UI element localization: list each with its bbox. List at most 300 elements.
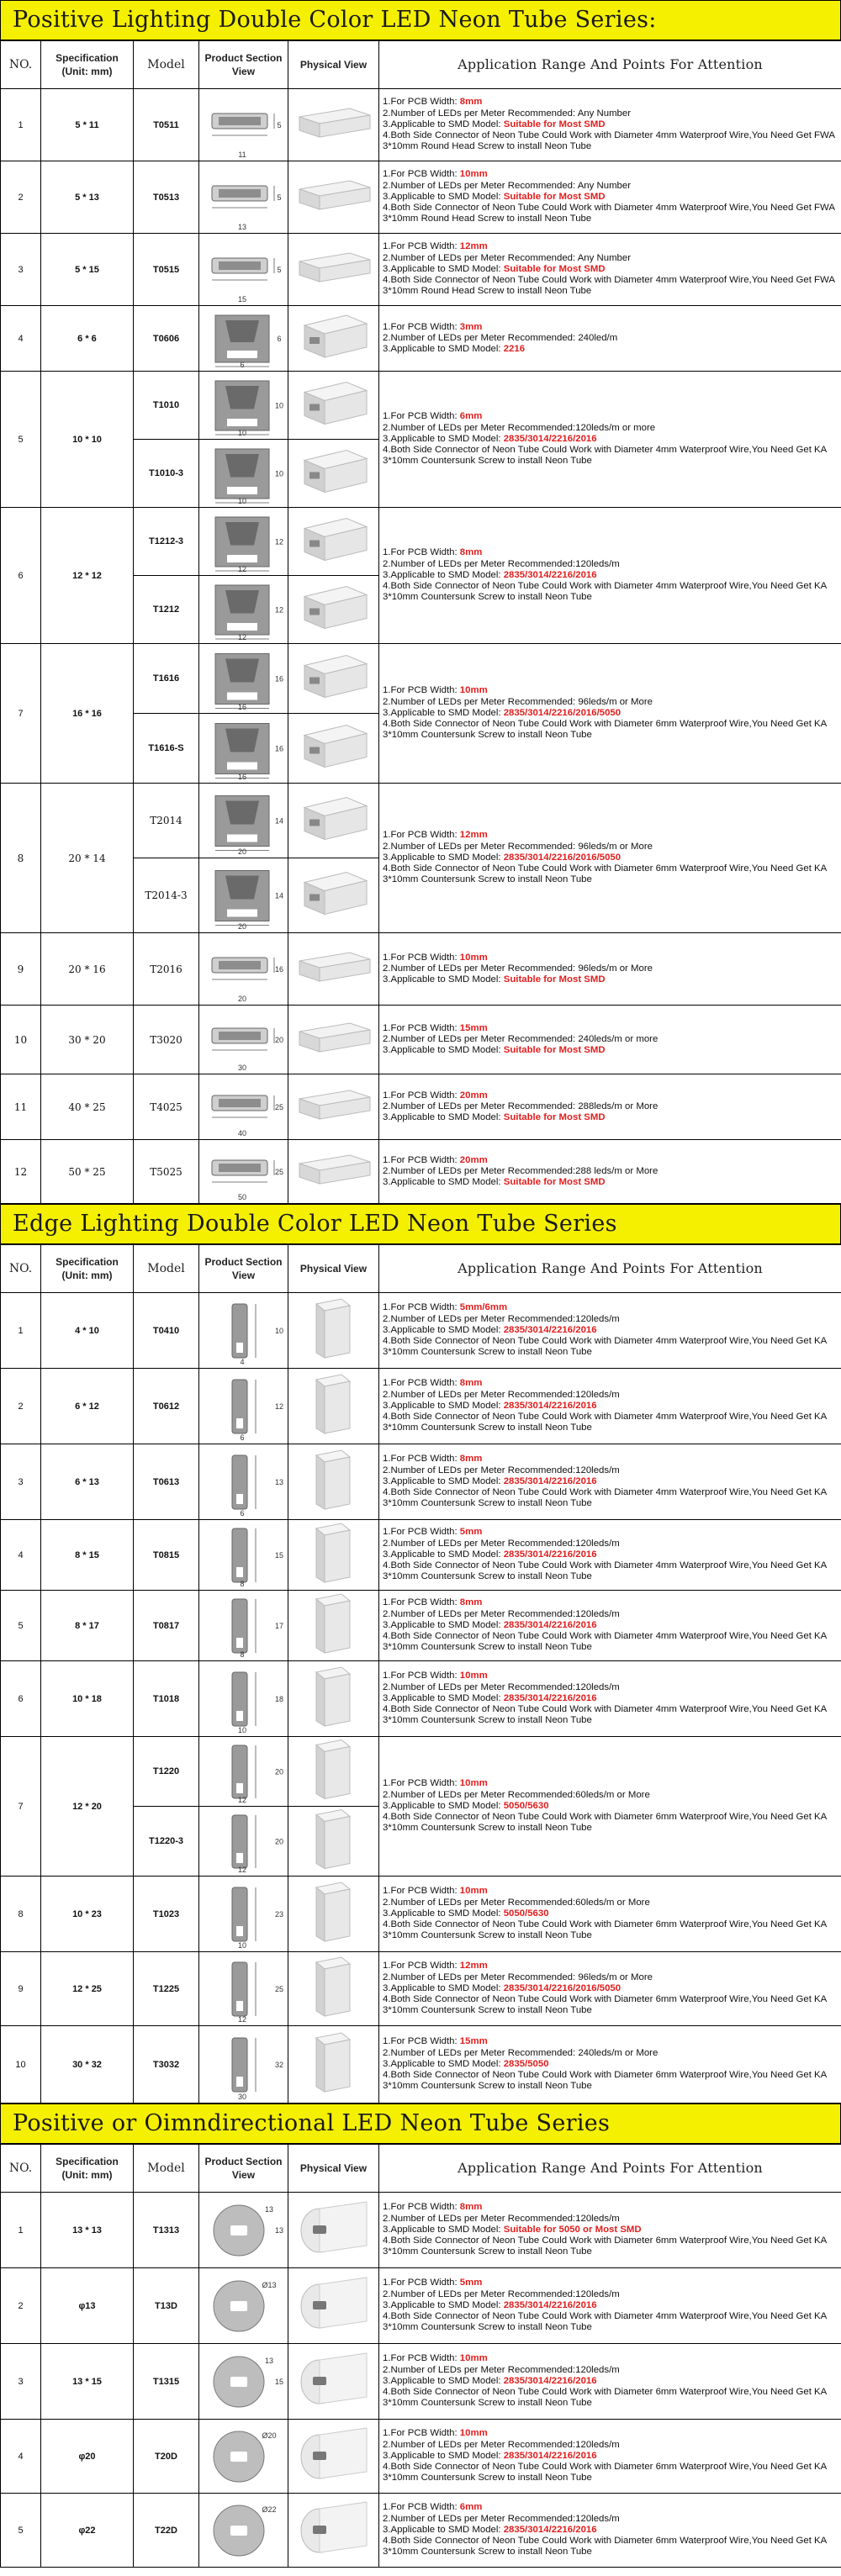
row-number: 6 [1, 1661, 41, 1737]
physical-view-cell [288, 644, 379, 714]
application-text: 4.Both Side Connector of Neon Tube Could Work with Diameter 6mm Waterproof Wire,You Need Get KA 3*10mm Countersunk Screw to install Neon Tube [383, 2236, 827, 2257]
application-line [383, 1620, 838, 1631]
section-title: Positive Lighting Double Color LED Neon Tube Series: [0, 0, 841, 40]
specification-cell: 10 * 10 [41, 372, 134, 508]
application-text: 1.For PCB Width: [383, 2278, 460, 2288]
section-dim-width: 8 [239, 1650, 245, 1659]
application-highlight: 10mm [459, 2428, 488, 2439]
section-dim-height: 15 [274, 1550, 283, 1560]
application-text: 3.Applicable to SMD Model: [383, 2224, 504, 2235]
section-drawing [202, 1954, 286, 2024]
application-text: 1.For PCB Width: [383, 952, 460, 963]
section-view-cell [199, 2420, 288, 2494]
specification-cell: 12 * 25 [41, 1952, 134, 2026]
row-number: 2 [1, 161, 41, 234]
application-text: 4.Both Side Connector of Neon Tube Could Work with Diameter 6mm Waterproof Wire,You Need Get KA 3*10mm Countersunk Screw to install Neon Tube [383, 2387, 827, 2409]
application-line [383, 2214, 838, 2225]
no-header: NO. [1, 1245, 41, 1293]
application-text: 3.Applicable to SMD Model: [383, 344, 504, 355]
section-dim-height: 23 [274, 1909, 283, 1919]
application-text: 3.Applicable to SMD Model: [383, 1982, 504, 1993]
section-dim-height: 20 [274, 1767, 283, 1776]
application-text: 4.Both Side Connector of Neon Tube Could Work with Diameter 4mm Waterproof Wire,You Need Get KA 3*10mm Countersunk Screw to install Neon Tube [383, 1412, 827, 1433]
model-cell: T1010 [134, 372, 199, 440]
table-row [1, 1293, 841, 1369]
application-cell [379, 89, 841, 161]
specification-cell: 20 * 14 [41, 784, 134, 933]
application-line [383, 2311, 838, 2333]
application-line [383, 2036, 838, 2047]
application-line [383, 1994, 838, 2016]
application-text: 4.Both Side Connector of Neon Tube Could Work with Diameter 4mm Waterproof Wire,You Need Get KA 3*10mm Countersunk Screw to install Neon Tube [383, 1487, 827, 1509]
specification-cell: 6 * 13 [41, 1444, 134, 1520]
application-line [383, 1401, 838, 1412]
section-dim-height: 16 [274, 964, 283, 974]
physical-tube-image [291, 1808, 377, 1875]
application-highlight: 10mm [459, 1778, 488, 1789]
application-text: 1.For PCB Width: [383, 2036, 460, 2047]
catalog-section [0, 0, 841, 1204]
section-dim-height: 12 [274, 537, 283, 546]
section-drawing [202, 1370, 286, 1443]
application-line [383, 581, 838, 603]
spec-table [0, 2144, 841, 2568]
specification-cell: 5 * 15 [41, 234, 134, 306]
application-text: 2.Number of LEDs per Meter Recommended: 96leds/m or More [383, 963, 653, 974]
application-highlight: 10mm [459, 1886, 488, 1897]
physical-view-cell [288, 1140, 379, 1204]
section-drawing [202, 715, 286, 782]
application-cell [379, 1877, 841, 1952]
application-text: 3.Applicable to SMD Model: [383, 1549, 504, 1560]
application-text: 2.Number of LEDs per Meter Recommended: 288leds/m or More [383, 1101, 659, 1111]
section-view-cell [199, 1952, 288, 2026]
table-row [1, 1737, 841, 1807]
section-view-cell [199, 1369, 288, 1444]
model-cell: T0410 [134, 1293, 199, 1369]
application-highlight: 2835/3014/2216/2016 [503, 2450, 597, 2461]
application-line [383, 2387, 838, 2409]
application-cell [379, 2193, 841, 2268]
table-row [1, 1520, 841, 1591]
application-text: 3.Applicable to SMD Model: [383, 2299, 504, 2310]
section-view-cell [199, 576, 288, 644]
catalog-section [0, 2104, 841, 2568]
section-view-cell [199, 2494, 288, 2568]
table-header-row [1, 1245, 841, 1293]
application-highlight: 10mm [459, 169, 488, 180]
application-line [383, 570, 838, 581]
section-dim-height: 5 [276, 193, 282, 202]
application-line [383, 2300, 838, 2311]
application-line [383, 130, 838, 152]
section-view-header: Product Section View [199, 1245, 288, 1293]
application-line [383, 2462, 838, 2484]
application-line [383, 97, 838, 108]
physical-view-cell [288, 2193, 379, 2268]
specification-cell: 6 * 6 [41, 306, 134, 372]
physical-tube-image [291, 2346, 377, 2418]
section-dim-width: 16 [237, 772, 246, 781]
section-dim-width: Ø20 [261, 2431, 277, 2440]
application-line [383, 203, 838, 224]
application-text: 4.Both Side Connector of Neon Tube Could Work with Diameter 6mm Waterproof Wire,You Need Get KA 3*10mm Countersunk Screw to install Neon Tube [383, 1919, 827, 1941]
application-cell [379, 161, 841, 234]
application-line [383, 2225, 838, 2236]
application-highlight: Suitable for Most SMD [503, 1112, 606, 1123]
application-text: 3.Applicable to SMD Model: [383, 1324, 504, 1335]
application-line [383, 963, 838, 974]
section-view-cell [199, 2026, 288, 2104]
application-line [383, 1302, 838, 1313]
physical-tube-image [291, 1663, 377, 1735]
section-dim-height: 20 [274, 1837, 283, 1845]
model-cell: T1313 [134, 2193, 199, 2268]
physical-view-cell [288, 2026, 379, 2104]
application-text: 1.For PCB Width: [383, 2428, 460, 2439]
table-row [1, 1661, 841, 1737]
application-line [383, 434, 838, 445]
physical-tube-image [291, 2270, 377, 2342]
section-drawing [202, 2270, 286, 2342]
specification-cell: 30 * 32 [41, 2026, 134, 2104]
row-number: 9 [1, 1952, 41, 2026]
section-dim-width: 40 [237, 1128, 246, 1138]
application-line [383, 2365, 838, 2376]
application-text: 2.Number of LEDs per Meter Recommended: Any Number [383, 252, 632, 263]
application-line [383, 1560, 838, 1582]
application-text: 3.Applicable to SMD Model: [383, 2524, 504, 2535]
section-dim-width: 10 [237, 496, 246, 505]
row-number: 12 [1, 1140, 41, 1204]
section-dim-width: 12 [237, 1795, 246, 1804]
table-row [1, 1074, 841, 1140]
application-highlight: 5mm [459, 1527, 483, 1538]
row-number: 11 [1, 1074, 41, 1140]
model-cell: T1616 [134, 644, 199, 714]
row-number: 7 [1, 1737, 41, 1877]
application-text: 3.Applicable to SMD Model: [383, 1177, 504, 1188]
application-text: 2.Number of LEDs per Meter Recommended:120leds/m [383, 2288, 620, 2299]
row-number: 7 [1, 644, 41, 784]
application-line [383, 1983, 838, 1994]
model-cell: T3020 [134, 1006, 199, 1074]
application-text: 1.For PCB Width: [383, 1022, 460, 1033]
application-text: 2.Number of LEDs per Meter Recommended:120leds/m [383, 2213, 620, 2224]
physical-tube-image [291, 2028, 377, 2102]
section-view-cell [199, 1737, 288, 1807]
table-row [1, 1369, 841, 1444]
physical-view-cell [288, 1737, 379, 1807]
application-line [383, 1886, 838, 1897]
section-view-cell [199, 161, 288, 234]
application-text: 3.Applicable to SMD Model: [383, 119, 504, 129]
application-line [383, 2428, 838, 2439]
application-highlight: 15mm [459, 2036, 488, 2047]
row-number: 1 [1, 1293, 41, 1369]
application-line [383, 1898, 838, 1908]
application-line [383, 253, 838, 264]
application-line [383, 1693, 838, 1704]
model-cell: T0612 [134, 1369, 199, 1444]
application-text: 4.Both Side Connector of Neon Tube Could Work with Diameter 4mm Waterproof Wire,You Need Get KA 3*10mm Countersunk Screw to install Neon Tube [383, 1336, 827, 1358]
section-view-cell [199, 1661, 288, 1737]
section-view-cell [199, 714, 288, 784]
application-line [383, 1631, 838, 1653]
section-dim-width: 20 [237, 921, 246, 931]
application-line [383, 1972, 838, 1983]
application-text: 2.Number of LEDs per Meter Recommended: 240leds/m or More [383, 2047, 659, 2058]
application-highlight: 5050/5630 [503, 1800, 549, 1811]
physical-tube-image [291, 1295, 377, 1367]
model-cell: T0613 [134, 1444, 199, 1520]
application-highlight: 15mm [459, 1022, 488, 1033]
section-drawing [202, 1142, 286, 1202]
application-highlight: 2835/3014/2216/2016 [503, 1549, 597, 1560]
application-line [383, 1378, 838, 1389]
table-row [1, 2420, 841, 2494]
section-drawing [202, 646, 286, 712]
row-number: 4 [1, 1520, 41, 1591]
physical-view-cell [288, 1877, 379, 1952]
section-view-cell [199, 1520, 288, 1591]
application-line [383, 1539, 838, 1549]
application-line [383, 708, 838, 719]
physical-tube-image [291, 2495, 377, 2566]
application-line [383, 108, 838, 119]
section-view-cell [199, 306, 288, 372]
application-line [383, 1812, 838, 1834]
application-line [383, 264, 838, 275]
application-text: 2.Number of LEDs per Meter Recommended: Any Number [383, 180, 632, 191]
table-row [1, 1006, 841, 1074]
application-cell [379, 2420, 841, 2494]
application-line [383, 2440, 838, 2451]
application-highlight: 10mm [459, 952, 488, 963]
application-line [383, 1790, 838, 1801]
application-line [383, 1166, 838, 1177]
application-line [383, 2451, 838, 2462]
section-dim-width: 6 [239, 1508, 245, 1518]
model-cell: T5025 [134, 1140, 199, 1204]
model-cell: T0511 [134, 89, 199, 161]
application-highlight: 20mm [459, 1154, 488, 1165]
application-highlight: Suitable for Most SMD [503, 1177, 606, 1188]
section-dim-height: 16 [274, 744, 283, 752]
section-drawing [202, 2194, 286, 2267]
section-dim-width: 15 [237, 294, 246, 304]
physical-tube-image [291, 1446, 377, 1518]
application-text: 2.Number of LEDs per Meter Recommended:120leds/m [383, 1681, 620, 1692]
application-line [383, 1390, 838, 1401]
application-highlight: 2835/3014/2216/2016 [503, 1400, 597, 1411]
section-view-cell [199, 644, 288, 714]
model-cell: T0817 [134, 1591, 199, 1661]
physical-tube-image [291, 578, 377, 642]
section-view-cell [199, 234, 288, 306]
application-highlight: 3mm [459, 321, 483, 332]
application-text: 3.Applicable to SMD Model: [383, 263, 504, 274]
row-number: 5 [1, 2494, 41, 2568]
model-cell: T4025 [134, 1074, 199, 1140]
application-cell [379, 2268, 841, 2344]
application-text: 3.Applicable to SMD Model: [383, 2450, 504, 2461]
physical-tube-image [291, 1370, 377, 1443]
application-highlight: 8mm [459, 2202, 483, 2213]
physical-view-cell [288, 1293, 379, 1369]
application-text: 1.For PCB Width: [383, 685, 460, 696]
section-drawing [202, 91, 286, 160]
application-highlight: 12mm [459, 1961, 488, 1972]
physical-view-cell [288, 161, 379, 234]
application-text: 3.Applicable to SMD Model: [383, 1400, 504, 1411]
physical-view-cell [288, 933, 379, 1006]
application-highlight: 2835/3014/2216/2016/5050 [503, 707, 621, 718]
physical-tube-image [291, 1592, 377, 1660]
section-drawing [202, 509, 286, 574]
specification-cell: 5 * 11 [41, 89, 134, 161]
application-line [383, 974, 838, 985]
row-number: 10 [1, 1006, 41, 1074]
model-cell: T2014 [134, 784, 199, 858]
application-text: 1.For PCB Width: [383, 1886, 460, 1897]
section-dim-height: 5 [276, 120, 282, 129]
application-line [383, 1090, 838, 1101]
application-text: 1.For PCB Width: [383, 547, 460, 558]
application-text: 1.For PCB Width: [383, 1090, 460, 1101]
section-dim-height: 25 [274, 1102, 283, 1111]
section-dim-width: 12 [237, 2014, 246, 2024]
application-text: 3.Applicable to SMD Model: [383, 569, 504, 580]
catalog-section [0, 1204, 841, 2104]
table-row [1, 2344, 841, 2420]
physical-view-cell [288, 89, 379, 161]
section-drawing [202, 2028, 286, 2102]
section-drawing [202, 1808, 286, 1875]
section-dim-height: 15 [274, 2377, 283, 2386]
application-cell [379, 1737, 841, 1877]
application-text: 3.Applicable to SMD Model: [383, 852, 504, 863]
application-line [383, 275, 838, 297]
application-line [383, 1961, 838, 1972]
physical-tube-image [291, 163, 377, 232]
application-line [383, 1908, 838, 1919]
physical-view-cell [288, 714, 379, 784]
section-drawing [202, 1739, 286, 1805]
specification-cell: φ22 [41, 2494, 134, 2568]
application-line [383, 1778, 838, 1789]
application-text: 1.For PCB Width: [383, 411, 460, 422]
no-header: NO. [1, 41, 41, 89]
row-number: 5 [1, 1591, 41, 1661]
application-line [383, 2289, 838, 2300]
section-dim-height: 18 [274, 1694, 283, 1703]
application-text: 3.Applicable to SMD Model: [383, 1475, 504, 1486]
physical-view-cell [288, 1074, 379, 1140]
specification-cell: 8 * 17 [41, 1591, 134, 1661]
specification-cell: 5 * 13 [41, 161, 134, 234]
section-view-cell [199, 1293, 288, 1369]
application-text: 2.Number of LEDs per Meter Recommended:288 leds/m or More [383, 1165, 659, 1176]
application-line [383, 1919, 838, 1941]
application-text: 1.For PCB Width: [383, 830, 460, 841]
application-cell [379, 1591, 841, 1661]
section-dim-height: 13 [274, 1477, 283, 1486]
section-dim-width: 10 [237, 1725, 246, 1734]
physical-tube-image [291, 715, 377, 782]
application-line [383, 2514, 838, 2525]
physical-view-cell [288, 1444, 379, 1520]
specification-cell: 50 * 25 [41, 1140, 134, 1204]
table-row [1, 1952, 841, 2026]
application-cell [379, 1369, 841, 1444]
section-view-cell [199, 1807, 288, 1877]
specification-cell: 13 * 15 [41, 2344, 134, 2420]
application-text: 2.Number of LEDs per Meter Recommended:120leds/m [383, 1313, 620, 1324]
application-highlight: 10mm [459, 1671, 488, 1681]
model-cell: T0513 [134, 161, 199, 234]
section-dim-height: 17 [274, 1621, 283, 1630]
section-view-cell [199, 1877, 288, 1952]
section-view-cell [199, 1140, 288, 1204]
application-line [383, 2070, 838, 2092]
application-line [383, 1549, 838, 1560]
application-line [383, 842, 838, 853]
specification-cell: 40 * 25 [41, 1074, 134, 1140]
application-text: 2.Number of LEDs per Meter Recommended:60leds/m or More [383, 1789, 650, 1800]
application-cell [379, 234, 841, 306]
application-text: 4.Both Side Connector of Neon Tube Could Work with Diameter 4mm Waterproof Wire,You Need Get KA 3*10mm Countersunk Screw to install Neon Tube [383, 1560, 827, 1582]
section-dim-height: 10 [274, 1326, 283, 1335]
section-dim-width: 12 [237, 564, 246, 573]
specification-cell: 10 * 23 [41, 1877, 134, 1952]
physical-view-cell [288, 1661, 379, 1737]
section-dim-width: 20 [237, 994, 246, 1003]
application-highlight: 2835/3014/2216/2016 [503, 569, 597, 580]
application-text: 2.Number of LEDs per Meter Recommended:120leds/m [383, 558, 620, 569]
application-cell [379, 372, 841, 508]
application-text: 1.For PCB Width: [383, 169, 460, 180]
application-text: 4.Both Side Connector of Neon Tube Could Work with Diameter 4mm Waterproof Wire,You Need Get KA 3*10mm Countersunk Screw to install Neon Tube [383, 445, 827, 467]
model-cell: T13D [134, 2268, 199, 2344]
physical-tube-image [291, 373, 377, 438]
application-text: 1.For PCB Width: [383, 321, 460, 332]
section-dim-height: 5 [276, 265, 282, 274]
application-line [383, 1112, 838, 1123]
application-highlight: 12mm [459, 241, 488, 252]
application-cell [379, 1140, 841, 1204]
application-text: 3.Applicable to SMD Model: [383, 2375, 504, 2386]
section-drawing [202, 2421, 286, 2492]
section-view-header: Product Section View [199, 41, 288, 89]
model-cell: T1225 [134, 1952, 199, 2026]
application-highlight: 2835/3014/2216/2016 [503, 2375, 597, 2386]
section-dim-width: 13 [264, 2356, 273, 2365]
application-highlight: 8mm [459, 1378, 483, 1389]
physical-tube-image [291, 935, 377, 1004]
table-header-row [1, 2145, 841, 2193]
section-view-cell [199, 933, 288, 1006]
section-dim-height: 32 [274, 2060, 283, 2069]
application-line [383, 1325, 838, 1336]
section-drawing [202, 860, 286, 932]
application-line [383, 2202, 838, 2213]
physical-view-cell [288, 372, 379, 440]
application-highlight: Suitable for Most SMD [503, 1045, 606, 1056]
application-highlight: 12mm [459, 830, 488, 841]
application-line [383, 1314, 838, 1325]
physical-tube-image [291, 646, 377, 712]
